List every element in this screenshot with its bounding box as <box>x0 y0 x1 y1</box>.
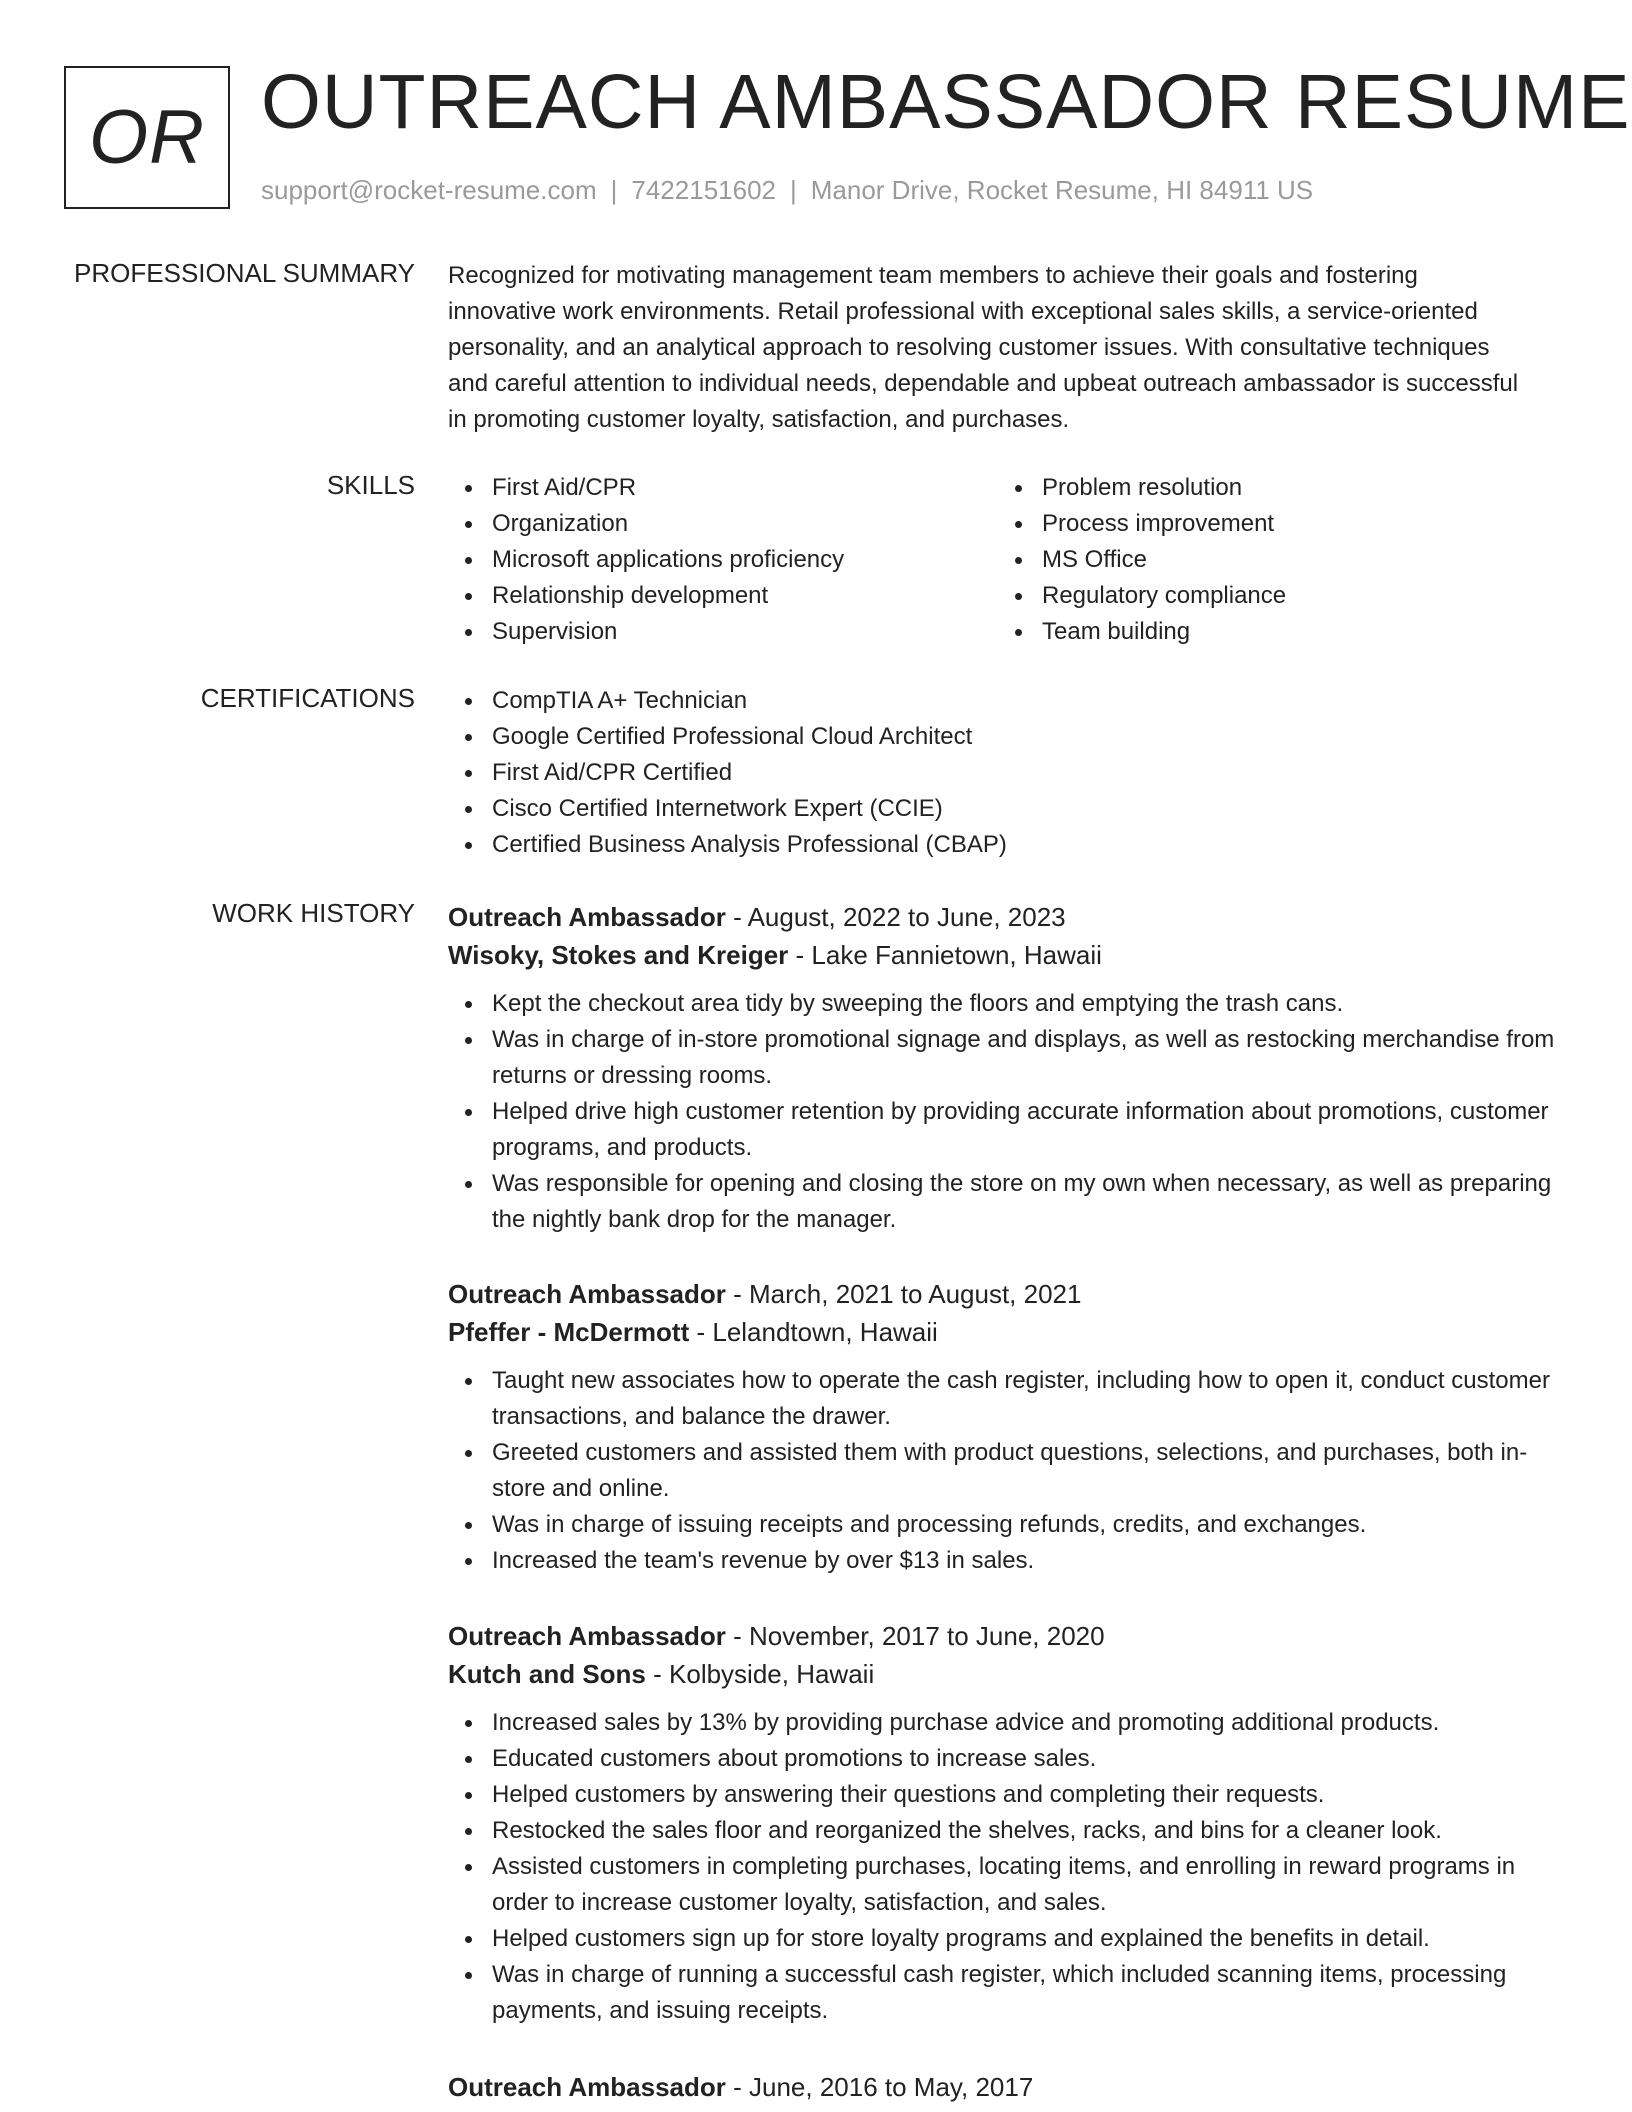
contact-phone[interactable]: 7422151602 <box>631 175 776 205</box>
job-bullets <box>448 1705 1573 2029</box>
certifications-list <box>448 683 1548 863</box>
skill-item: Relationship development <box>448 578 988 614</box>
job-dates: - November, 2017 to June, 2020 <box>725 1621 1105 1651</box>
skill-item: Organization <box>448 506 988 542</box>
job-role: Outreach Ambassador <box>448 902 726 932</box>
summary-line: Recognized for motivating management team members to achieve their goals and fostering <box>448 262 1418 289</box>
summary-line: innovative work environments. Retail professional with exceptional sales skills, a service-oriented <box>448 298 1478 325</box>
section-label-work-history: WORK HISTORY <box>212 898 415 928</box>
monogram-initials: OR <box>89 95 205 180</box>
job-dates: - August, 2022 to June, 2023 <box>725 902 1066 932</box>
summary-text <box>448 258 1568 438</box>
job-location: - Kolbyside, Hawaii <box>645 1659 875 1689</box>
job-entry <box>448 1275 1573 1579</box>
skill-item: Supervision <box>448 614 988 650</box>
section-label-skills: SKILLS <box>326 470 415 500</box>
job-title-line <box>448 2068 1573 2106</box>
section-label-summary: PROFESSIONAL SUMMARY <box>74 258 415 288</box>
certification-item: First Aid/CPR Certified <box>448 755 1548 791</box>
job-role: Outreach Ambassador <box>448 1621 726 1651</box>
skill-item: Team building <box>998 614 1538 650</box>
job-bullet: Helped drive high customer retention by providing accurate information about promotions, customer programs, and products. <box>448 1094 1573 1166</box>
job-bullet: Was responsible for opening and closing the store on my own when necessary, as well as preparing the nightly bank drop for the manager. <box>448 1166 1573 1238</box>
contact-email[interactable]: support@rocket-resume.com <box>261 175 597 205</box>
job-role: Outreach Ambassador <box>448 1279 726 1309</box>
skill-item: Problem resolution <box>998 470 1538 506</box>
skill-item: First Aid/CPR <box>448 470 988 506</box>
job-company-line <box>448 1655 1573 1693</box>
job-bullet: Helped customers sign up for store loyalty programs and explained the benefits in detail. <box>448 1921 1573 1957</box>
section-label-certifications: CERTIFICATIONS <box>200 683 415 713</box>
job-location: - Lake Fannietown, Hawaii <box>788 940 1102 970</box>
job-title-line <box>448 1617 1573 1655</box>
job-bullet: Greeted customers and assisted them with product questions, selections, and purchases, both in-store and online. <box>448 1435 1573 1507</box>
job-bullet: Helped customers by answering their questions and completing their requests. <box>448 1777 1573 1813</box>
job-bullet: Was in charge of running a successful cash register, which included scanning items, processing payments, and issuing receipts. <box>448 1957 1573 2029</box>
skills-list-right <box>998 470 1538 650</box>
separator: | <box>790 175 797 205</box>
job-bullet: Educated customers about promotions to increase sales. <box>448 1741 1573 1777</box>
job-bullet: Was in charge of issuing receipts and processing refunds, credits, and exchanges. <box>448 1507 1573 1543</box>
contact-line <box>261 175 1313 206</box>
certification-item: Certified Business Analysis Professional (CBAP) <box>448 827 1548 863</box>
separator: | <box>610 175 618 205</box>
job-title-line <box>448 898 1573 936</box>
job-entry <box>448 1617 1573 2029</box>
job-bullet: Increased sales by 13% by providing purchase advice and promoting additional products. <box>448 1705 1573 1741</box>
resume-title: OUTREACH AMBASSADOR RESUME <box>261 59 1631 145</box>
job-location: - Lelandtown, Hawaii <box>689 1317 938 1347</box>
skills-list-left <box>448 470 988 650</box>
job-role: Outreach Ambassador <box>448 2072 726 2102</box>
job-company-line <box>448 936 1573 974</box>
job-company: Wisoky, Stokes and Kreiger <box>448 940 789 970</box>
certification-item: Cisco Certified Internetwork Expert (CCIE) <box>448 791 1548 827</box>
job-bullet: Increased the team's revenue by over $13 in sales. <box>448 1543 1573 1579</box>
skill-item: MS Office <box>998 542 1538 578</box>
job-bullet: Assisted customers in completing purchases, locating items, and enrolling in reward programs in order to increase customer loyalty, satisfaction, and sales. <box>448 1849 1573 1921</box>
summary-line: and careful attention to individual needs, dependable and upbeat outreach ambassador is successful <box>448 370 1519 397</box>
summary-line: in promoting customer loyalty, satisfaction, and purchases. <box>448 406 1070 433</box>
job-company-line <box>448 1313 1573 1351</box>
certification-item: CompTIA A+ Technician <box>448 683 1548 719</box>
job-bullets <box>448 986 1573 1238</box>
job-dates: - March, 2021 to August, 2021 <box>725 1279 1082 1309</box>
job-bullet: Kept the checkout area tidy by sweeping the floors and emptying the trash cans. <box>448 986 1573 1022</box>
job-company: Pfeffer - McDermott <box>448 1317 690 1347</box>
job-bullet: Was in charge of in-store promotional signage and displays, as well as restocking merchandise from returns or dressing rooms. <box>448 1022 1573 1094</box>
monogram-box <box>64 66 230 209</box>
job-bullet: Restocked the sales floor and reorganized the shelves, racks, and bins for a cleaner look. <box>448 1813 1573 1849</box>
job-company: Kutch and Sons <box>448 1659 646 1689</box>
skill-item: Regulatory compliance <box>998 578 1538 614</box>
contact-address: Manor Drive, Rocket Resume, HI 84911 US <box>810 175 1314 205</box>
summary-line: personality, and an analytical approach to resolving customer issues. With consultative techniques <box>448 334 1490 361</box>
job-title-line <box>448 1275 1573 1313</box>
skill-item: Microsoft applications proficiency <box>448 542 988 578</box>
job-entry <box>448 898 1573 1238</box>
job-entry <box>448 2068 1573 2106</box>
skill-item: Process improvement <box>998 506 1538 542</box>
job-bullet: Taught new associates how to operate the cash register, including how to open it, conduct customer transactions, and balance the drawer. <box>448 1363 1573 1435</box>
job-bullets <box>448 1363 1573 1579</box>
certification-item: Google Certified Professional Cloud Architect <box>448 719 1548 755</box>
job-dates: - June, 2016 to May, 2017 <box>725 2072 1034 2102</box>
